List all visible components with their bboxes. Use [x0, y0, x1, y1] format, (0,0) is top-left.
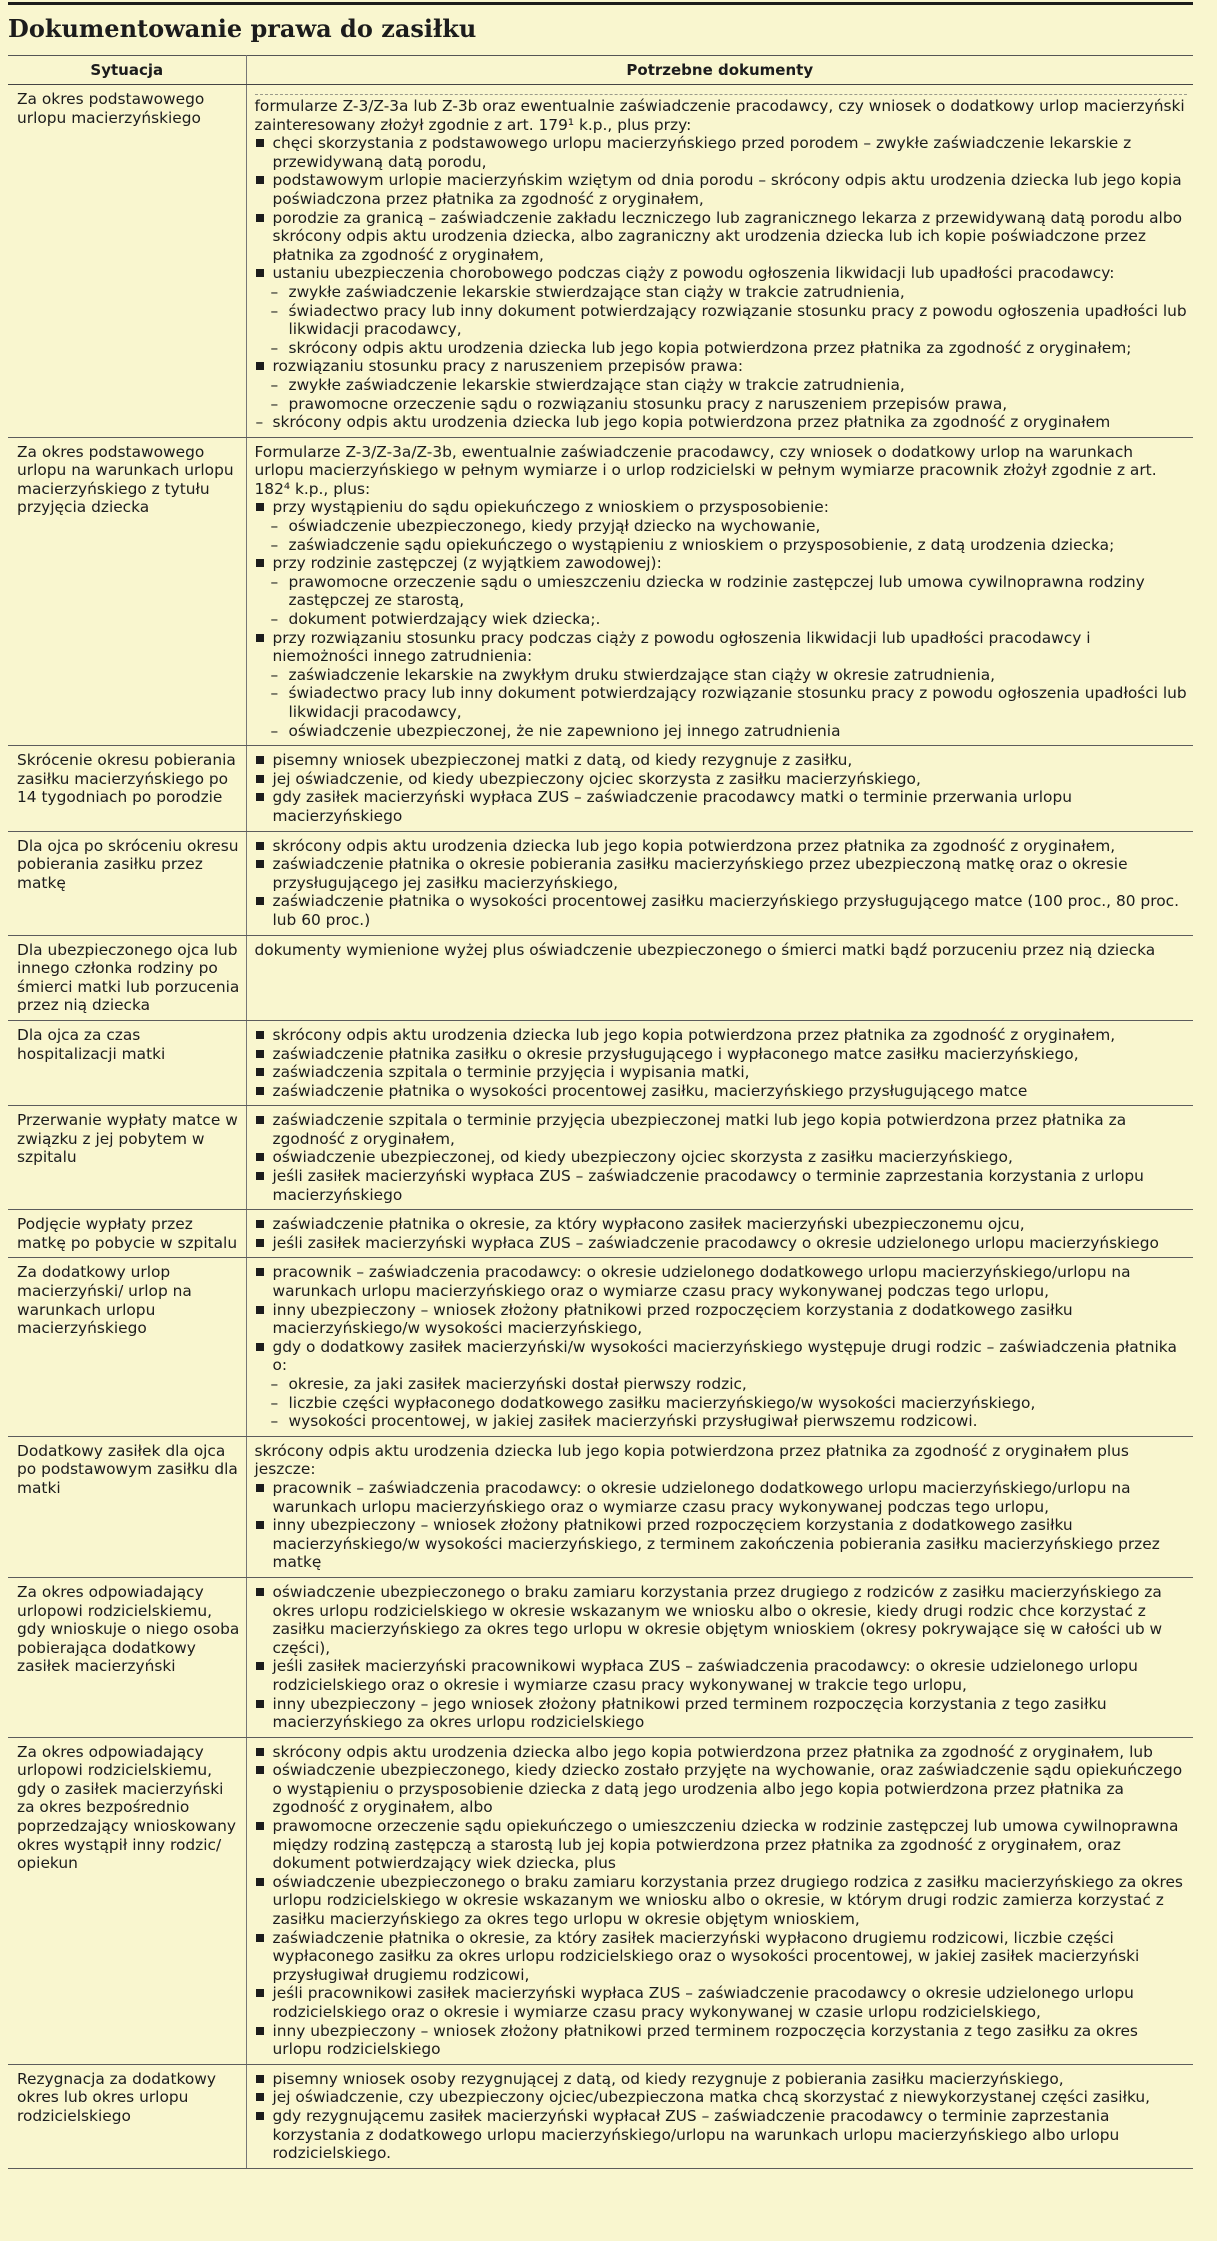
- bullet-item: podstawowym urlopie macierzyńskim wziętym od dnia porodu – skrócony odpis aktu urodzenia dziecka lub jego kopia poświadczona przez płatnika za zgodność z oryginałem,: [255, 171, 1188, 208]
- dash-item: – zwykłe zaświadczenie lekarskie stwierdzające stan ciąży w trakcie zatrudnienia,: [255, 376, 1188, 395]
- header-situation: Sytuacja: [8, 56, 246, 85]
- bullet-item: oświadczenie ubezpieczonego, kiedy dziecko zostało przyjęte na wychowanie, oraz zaświadczenie sądu opiekuńczego o wystąpieniu o przysposobienie dziecka z datą jego urodzenia albo jego kopia potwierdzona przez płatnika za zgodność z oryginałem, albo: [255, 1761, 1188, 1817]
- page: [8, 2, 1193, 2169]
- table-row: [8, 746, 1193, 831]
- situation-cell: Dodatkowy zasiłek dla ojca po podstawowym zasiłku dla matki: [8, 1436, 246, 1577]
- header-documents: Potrzebne dokumenty: [246, 56, 1193, 85]
- bullet-item: zaświadczenie płatnika o wysokości procentowej zasiłku macierzyńskiego przysługującego matce (100 proc., 80 proc. lub 60 proc.): [255, 892, 1188, 929]
- bullet-item: przy wystąpieniu do sądu opiekuńczego z wnioskiem o przysposobienie:: [255, 498, 1188, 517]
- documents-table: [8, 55, 1193, 2169]
- situation-cell: Za okres odpowiadający urlopowi rodzicielskiemu, gdy wnioskuje o niego osoba pobierająca dodatkowy zasiłek macierzyński: [8, 1577, 246, 1737]
- table-row: [8, 935, 1193, 1020]
- bullet-item: pracownik – zaświadczenia pracodawcy: o okresie udzielonego dodatkowego urlopu macierzyńskiego/urlopu na warunkach urlopu macierzyńskiego oraz o wymiarze czasu pracy wykonywanej podczas tego urlopu,: [255, 1479, 1188, 1516]
- bullet-item: zaświadczenie płatnika o okresie, za który wypłacono zasiłek macierzyński ubezpieczonemu ojcu,: [255, 1215, 1188, 1234]
- bullet-item: inny ubezpieczony – wniosek złożony płatnikowi przed rozpoczęciem korzystania z dodatkowego zasiłku macierzyńskiego/w wysokości macierzyńskiego, z terminem zakończenia pobierania zasiłku macierzyńskiego przez matkę: [255, 1516, 1188, 1572]
- bullet-item: inny ubezpieczony – wniosek złożony płatnikowi przed rozpoczęciem korzystania z dodatkowego zasiłku macierzyńskiego/w wysokości macierzyńskiego,: [255, 1301, 1188, 1338]
- situation-cell: Za okres odpowiadający urlopowi rodzicielskiemu, gdy o zasiłek macierzyński za okres bezpośrednio poprzedzający wnioskowany okres wystąpił inny rodzic/ opiekun: [8, 1737, 246, 2064]
- bullet-item: oświadczenie ubezpieczonego o braku zamiaru korzystania przez drugiego rodzica z zasiłku macierzyńskiego za okres urlopu rodzicielskiego w okresie wskazanym we wniosku albo o okresie, w którym drugi rodzic zamierza korzystać z zasiłku macierzyńskiego za okres tego urlopu w okresie objętym wnioskiem,: [255, 1873, 1188, 1929]
- bullet-item: inny ubezpieczony – wniosek złożony płatnikowi przed terminem rozpoczęcia korzystania z tego zasiłku za okres urlopu rodzicielskiego: [255, 2022, 1188, 2059]
- bullet-item: inny ubezpieczony – jego wniosek złożony płatnikowi przed terminem rozpoczęcia korzystania z tego zasiłku macierzyńskiego za okres urlopu rodzicielskiego: [255, 1695, 1188, 1732]
- bullet-item: skrócony odpis aktu urodzenia dziecka lub jego kopia potwierdzona przez płatnika za zgodność z oryginałem,: [255, 837, 1188, 856]
- bullet-item: skrócony odpis aktu urodzenia dziecka albo jego kopia potwierdzona przez płatnika za zgodność z oryginałem, lub: [255, 1743, 1188, 1762]
- documents-cell: [246, 437, 1193, 746]
- dashed-divider: [255, 94, 1188, 95]
- situation-cell: Za dodatkowy urlop macierzyński/ urlop na warunkach urlopu macierzyńskiego: [8, 1258, 246, 1436]
- bullet-item: jeśli zasiłek macierzyński wypłaca ZUS – zaświadczenie pracodawcy o okresie udzielonego urlopu macierzyńskiego: [255, 1234, 1188, 1253]
- situation-cell: Dla ojca za czas hospitalizacji matki: [8, 1020, 246, 1105]
- table-row: [8, 1106, 1193, 1210]
- situation-cell: Rezygnacja za dodatkowy okres lub okres urlopu rodzicielskiego: [8, 2064, 246, 2168]
- documents-cell: [246, 831, 1193, 935]
- bullet-item: gdy zasiłek macierzyński wypłaca ZUS – zaświadczenie pracodawcy matki o terminie przerwania urlopu macierzyńskiego: [255, 788, 1188, 825]
- table-row: [8, 1577, 1193, 1737]
- bullet-item: zaświadczenie szpitala o terminie przyjęcia ubezpieczonej matki lub jego kopia potwierdzona przez płatnika za zgodność z oryginałem,: [255, 1111, 1188, 1148]
- bullet-item: pisemny wniosek ubezpieczonej matki z datą, od kiedy rezygnuje z zasiłku,: [255, 751, 1188, 770]
- dash-item: – okresie, za jaki zasiłek macierzyński dostał pierwszy rodzic,: [255, 1375, 1188, 1394]
- dash-item: – dokument potwierdzający wiek dziecka;.: [255, 610, 1188, 629]
- table-row: [8, 437, 1193, 746]
- intro-text: Formularze Z-3/Z-3a/Z-3b, ewentualnie zaświadczenie pracodawcy, czy wniosek o dodatkowy urlop na warunkach urlopu macierzyńskiego w pełnym wymiarze i o urlop rodzicielski w pełnym wymiarze pracownik złożył zgodnie z art. 182⁴ k.p., plus:: [254, 442, 1157, 498]
- situation-cell: Podjęcie wypłaty przez matkę po pobycie w szpitalu: [8, 1210, 246, 1258]
- table-row: [8, 1020, 1193, 1105]
- situation-cell: Za okres podstawowego urlopu macierzyńskiego: [8, 85, 246, 438]
- dash-item: – liczbie części wypłaconego dodatkowego zasiłku macierzyńskiego/w wysokości macierzyńskiego,: [255, 1394, 1188, 1413]
- dash-item: – prawomocne orzeczenie sądu o rozwiązaniu stosunku pracy z naruszeniem przepisów prawa,: [255, 395, 1188, 414]
- bullet-item: rozwiązaniu stosunku pracy z naruszeniem przepisów prawa:: [255, 357, 1188, 376]
- page-title: Dokumentowanie prawa do zasiłku: [8, 14, 477, 43]
- documents-cell: [246, 1436, 1193, 1577]
- intro-text: dokumenty wymienione wyżej plus oświadczenie ubezpieczonego o śmierci matki bądź porzuceniu przez nią dziecka: [254, 940, 1156, 959]
- documents-cell: [246, 1577, 1193, 1737]
- bullet-item: oświadczenie ubezpieczonego o braku zamiaru korzystania przez drugiego z rodziców z zasiłku macierzyńskiego za okres urlopu rodzicielskiego w okresie wskazanym we wniosku albo o okresie, kiedy drugi rodzic chce korzystać z zasiłku macierzyńskiego za okres tego urlopu w okresie objętym wnioskiem (okresy pokrywające się w całości ub w części),: [255, 1583, 1188, 1657]
- bullet-item: jeśli pracownikowi zasiłek macierzyński wypłaca ZUS – zaświadczenie pracodawcy o okresie udzielonego urlopu rodzicielskiego oraz o okresie i wymiarze czasu pracy wykonywanej w czasie urlopu rodzicielskiego,: [255, 1984, 1188, 2021]
- situation-cell: Dla ojca po skróceniu okresu pobierania zasiłku przez matkę: [8, 831, 246, 935]
- bullet-item: zaświadczenie płatnika o okresie, za który zasiłek macierzyński wypłacono drugiemu rodzicowi, liczbie części wypłaconego zasiłku za okres urlopu rodzicielskiego oraz o wysokości procentowej, w jakiej zasiłek macierzyński przysługiwał drugiemu rodzicowi,: [255, 1929, 1188, 1985]
- bullet-item: prawomocne orzeczenie sądu opiekuńczego o umieszczeniu dziecka w rodzinie zastępczej lub umowa cywilnoprawna między rodziną zastępczą a starostą lub jej kopia potwierdzona przez płatnika za zgodność z oryginałem, oraz dokument potwierdzający wiek dziecka, plus: [255, 1817, 1188, 1873]
- bullet-item: gdy o dodatkowy zasiłek macierzyński/w wysokości macierzyńskiego występuje drugi rodzic – zaświadczenia płatnika o:: [255, 1338, 1188, 1375]
- documents-cell: [246, 935, 1193, 1020]
- bullet-item: porodzie za granicą – zaświadczenie zakładu leczniczego lub zagranicznego lekarza z przewidywaną datą porodu albo skrócony odpis aktu urodzenia dziecka, albo zagraniczny akt urodzenia dziecka lub ich kopie poświadczone przez płatnika za zgodność z oryginałem,: [255, 209, 1188, 265]
- dash-item: – skrócony odpis aktu urodzenia dziecka lub jego kopia potwierdzona przez płatnika za zgodność z oryginałem: [255, 413, 1188, 432]
- bullet-item: jej oświadczenie, od kiedy ubezpieczony ojciec skorzysta z zasiłku macierzyńskiego,: [255, 770, 1188, 789]
- dash-item: – oświadczenie ubezpieczonego, kiedy przyjął dziecko na wychowanie,: [255, 517, 1188, 536]
- bullet-item: jeśli zasiłek macierzyński wypłaca ZUS – zaświadczenie pracodawcy o terminie zaprzestania korzystania z urlopu macierzyńskiego: [255, 1167, 1188, 1204]
- dash-item: – prawomocne orzeczenie sądu o umieszczeniu dziecka w rodzinie zastępczej lub umowa cywilnoprawna rodziny zastępczej ze starostą,: [255, 573, 1188, 610]
- bullet-item: jeśli zasiłek macierzyński pracownikowi wypłaca ZUS – zaświadczenia pracodawcy: o okresie udzielonego urlopu rodzicielskiego oraz o okresie i wymiarze czasu pracy wykonywanej w trakcie tego urlopu,: [255, 1657, 1188, 1694]
- table-row: [8, 1258, 1193, 1436]
- dash-item: – zaświadczenie lekarskie na zwykłym druku stwierdzające stan ciąży w okresie zatrudnienia,: [255, 666, 1188, 685]
- documents-cell: [246, 2064, 1193, 2168]
- bullet-item: zaświadczenie płatnika o okresie pobierania zasiłku macierzyńskiego przez ubezpieczoną matkę oraz o okresie przysługującego jej zasiłku macierzyńskiego,: [255, 855, 1188, 892]
- table-row: [8, 1436, 1193, 1577]
- table-body: [8, 85, 1193, 2169]
- table-row: [8, 1737, 1193, 2064]
- top-rule: [8, 2, 1193, 5]
- documents-cell: [246, 1210, 1193, 1258]
- bullet-item: skrócony odpis aktu urodzenia dziecka lub jego kopia potwierdzona przez płatnika za zgodność z oryginałem,: [255, 1026, 1188, 1045]
- bullet-item: gdy rezygnującemu zasiłek macierzyński wypłacał ZUS – zaświadczenie pracodawcy o terminie zaprzestania korzystania z dodatkowego urlopu macierzyńskiego/urlopu na warunkach urlopu macierzyńskiego albo urlopu rodzicielskiego.: [255, 2107, 1188, 2163]
- dash-item: – świadectwo pracy lub inny dokument potwierdzający rozwiązanie stosunku pracy z powodu ogłoszenia upadłości lub likwidacji pracodawcy,: [255, 302, 1188, 339]
- bullet-item: ustaniu ubezpieczenia chorobowego podczas ciąży z powodu ogłoszenia likwidacji lub upadłości pracodawcy:: [255, 264, 1188, 283]
- documents-cell: [246, 1020, 1193, 1105]
- dash-item: – wysokości procentowej, w jakiej zasiłek macierzyński przysługiwał pierwszemu rodzicowi.: [255, 1412, 1188, 1431]
- situation-cell: Za okres podstawowego urlopu na warunkach urlopu macierzyńskiego z tytułu przyjęcia dziecka: [8, 437, 246, 746]
- bullet-item: jej oświadczenie, czy ubezpieczony ojciec/ubezpieczona matka chcą skorzystać z niewykorzystanej części zasiłku,: [255, 2088, 1188, 2107]
- documents-cell: [246, 85, 1193, 438]
- dash-item: – zwykłe zaświadczenie lekarskie stwierdzające stan ciąży w trakcie zatrudnienia,: [255, 283, 1188, 302]
- table-row: [8, 2064, 1193, 2168]
- bullet-item: pracownik – zaświadczenia pracodawcy: o okresie udzielonego dodatkowego urlopu macierzyńskiego/urlopu na warunkach urlopu macierzyńskiego oraz o wymiarze czasu pracy wykonywanej podczas tego urlopu,: [255, 1263, 1188, 1300]
- dash-item: – świadectwo pracy lub inny dokument potwierdzający rozwiązanie stosunku pracy z powodu ogłoszenia upadłości lub likwidacji pracodawcy,: [255, 684, 1188, 721]
- documents-cell: [246, 1737, 1193, 2064]
- documents-cell: [246, 1106, 1193, 1210]
- table-row: [8, 1210, 1193, 1258]
- table-header-row: [8, 56, 1193, 85]
- situation-cell: Skrócenie okresu pobierania zasiłku macierzyńskiego po 14 tygodniach po porodzie: [8, 746, 246, 831]
- dash-item: – zaświadczenie sądu opiekuńczego o wystąpieniu z wnioskiem o przysposobienie, z datą urodzenia dziecka;: [255, 536, 1188, 555]
- bullet-item: oświadczenie ubezpieczonej, od kiedy ubezpieczony ojciec skorzysta z zasiłku macierzyńskiego,: [255, 1148, 1188, 1167]
- situation-cell: Dla ubezpieczonego ojca lub innego członka rodziny po śmierci matki lub porzucenia przez nią dziecka: [8, 935, 246, 1020]
- bullet-item: zaświadczenia szpitala o terminie przyjęcia i wypisania matki,: [255, 1063, 1188, 1082]
- bullet-item: przy rodzinie zastępczej (z wyjątkiem zawodowej):: [255, 554, 1188, 573]
- bullet-item: pisemny wniosek osoby rezygnującej z datą, od kiedy rezygnuje z pobierania zasiłku macierzyńskiego,: [255, 2070, 1188, 2089]
- bullet-item: zaświadczenie płatnika zasiłku o okresie przysługującego i wypłaconego matce zasiłku macierzyńskiego,: [255, 1045, 1188, 1064]
- situation-cell: Przerwanie wypłaty matce w związku z jej pobytem w szpitalu: [8, 1106, 246, 1210]
- bullet-item: chęci skorzystania z podstawowego urlopu macierzyńskiego przed porodem – zwykłe zaświadczenie lekarskie z przewidywaną datą porodu,: [255, 134, 1188, 171]
- dash-item: – skrócony odpis aktu urodzenia dziecka lub jego kopia potwierdzona przez płatnika za zgodność z oryginałem;: [255, 339, 1188, 358]
- table-row: [8, 85, 1193, 438]
- dash-item: – oświadczenie ubezpieczonej, że nie zapewniono jej innego zatrudnienia: [255, 722, 1188, 741]
- documents-cell: [246, 1258, 1193, 1436]
- intro-text: formularze Z-3/Z-3a lub Z-3b oraz ewentualnie zaświadczenie pracodawcy, czy wniosek o dodatkowy urlop macierzyński zainteresowany złożył zgodnie z art. 179¹ k.p., plus przy:: [254, 97, 1185, 134]
- bullet-item: zaświadczenie płatnika o wysokości procentowej zasiłku, macierzyńskiego przysługującego matce: [255, 1082, 1188, 1101]
- documents-cell: [246, 746, 1193, 831]
- intro-text: skrócony odpis aktu urodzenia dziecka lub jego kopia potwierdzona przez płatnika za zgodność z oryginałem plus jeszcze:: [254, 1441, 1129, 1479]
- table-row: [8, 831, 1193, 935]
- bullet-item: przy rozwiązaniu stosunku pracy podczas ciąży z powodu ogłoszenia likwidacji lub upadłości pracodawcy i niemożności innego zatrudnienia:: [255, 629, 1188, 666]
